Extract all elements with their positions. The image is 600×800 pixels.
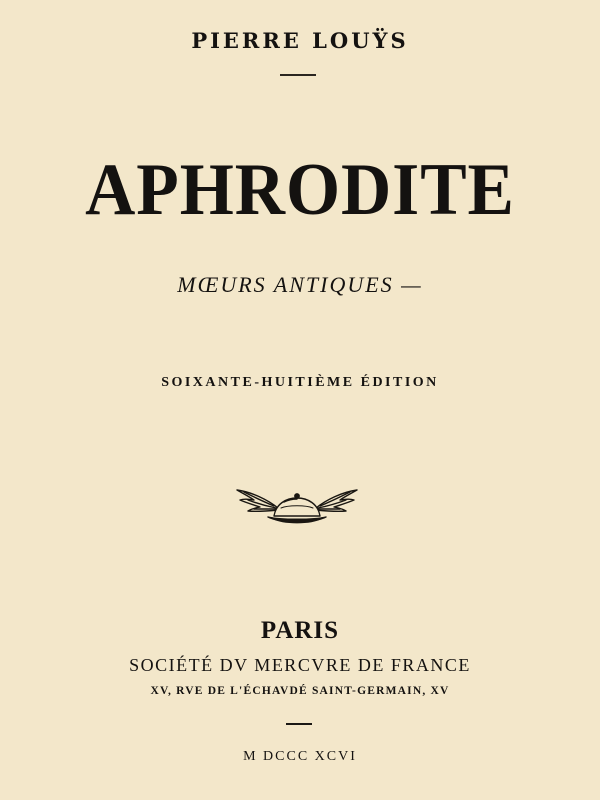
book-subtitle: MŒURS ANTIQUES — <box>177 272 423 297</box>
publisher-name: SOCIÉTÉ DV MERCVRE DE FRANCE <box>129 655 471 675</box>
publication-city: PARIS <box>260 617 340 644</box>
publisher-address: XV, RVE DE L'ÉCHAVDÉ SAINT-GERMAIN, XV <box>150 685 450 697</box>
author-rule <box>280 74 316 76</box>
winged-helmet-icon <box>234 478 360 528</box>
edition-statement: SOIXANTE-HUITIÈME ÉDITION <box>161 375 439 390</box>
author-name: PIERRE LOUŸS <box>191 28 409 53</box>
book-title: APHRODITE <box>85 149 515 231</box>
imprint-rule <box>286 723 312 725</box>
publication-year: M DCCC XCVI <box>243 749 357 764</box>
